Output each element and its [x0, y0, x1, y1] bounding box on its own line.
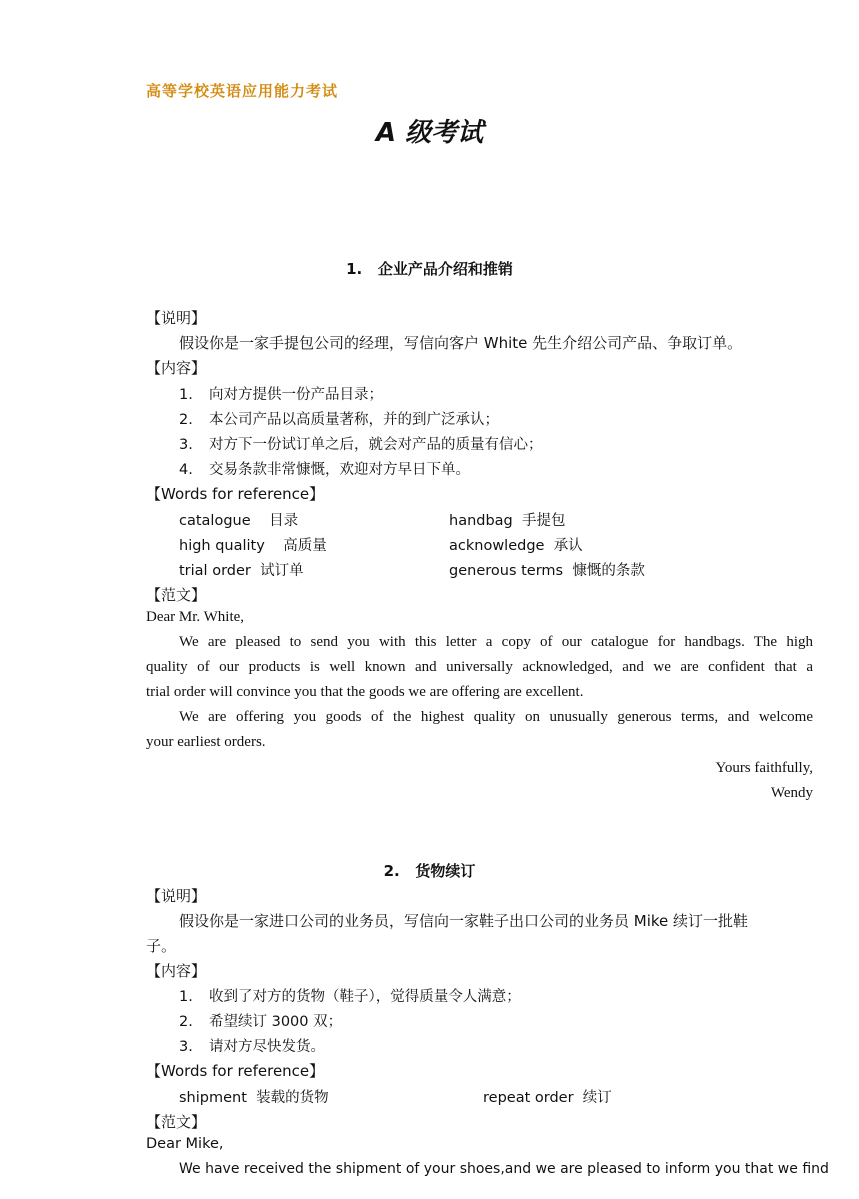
letter-closing: Yours faithfully,	[715, 760, 813, 776]
item-number: 1.	[179, 387, 193, 403]
section2-item-2	[179, 1010, 342, 1031]
section1-heading-text: 企业产品介绍和推销	[377, 260, 513, 278]
section1-item-1	[179, 383, 383, 404]
section1-item-3	[179, 433, 543, 454]
letter-line: We are offering you goods of the highest quality on unusually generous terms, and welcome	[179, 709, 813, 725]
item-text: 收到了对方的货物（鞋子），觉得质量令人满意；	[209, 989, 521, 1005]
word-cn: 试订单	[260, 563, 304, 579]
word-en: catalogue	[179, 513, 251, 529]
word-entry	[179, 509, 298, 530]
word-entry	[179, 559, 304, 580]
letter-line: We are pleased to send you with this letter a copy of our catalogue for handbags. The high	[179, 634, 813, 650]
section1-words-tag: 【Words for reference】	[146, 485, 325, 503]
letter-salutation: Dear Mike,	[146, 1136, 224, 1152]
word-entry	[449, 509, 565, 530]
item-text: 希望续订 3000 双；	[209, 1014, 343, 1030]
word-entry	[483, 1086, 612, 1107]
word-entry	[179, 534, 327, 555]
item-text: 请对方尽快发货。	[209, 1039, 325, 1055]
word-entry	[449, 534, 583, 555]
section1-desc-tag: 【说明】	[146, 309, 207, 327]
word-entry	[179, 1086, 329, 1107]
item-text: 对方下一份试订单之后，就会对产品的质量有信心；	[209, 437, 543, 453]
page-title: A 级考试	[375, 118, 484, 148]
word-entry	[449, 559, 645, 580]
item-text: 本公司产品以高质量著称，并的到广泛承认；	[209, 412, 499, 428]
word-cn: 承认	[553, 538, 583, 554]
word-cn: 目录	[269, 513, 299, 529]
item-number: 3.	[179, 1039, 193, 1055]
section2-desc-line1: 假设你是一家进口公司的业务员，写信向一家鞋子出口公司的业务员 Mike 续订一批鞋	[179, 912, 749, 930]
word-cn: 慷慨的条款	[572, 563, 645, 579]
word-cn: 续订	[582, 1090, 612, 1106]
word-cn: 高质量	[283, 538, 327, 554]
letter-line: quality of our products is well known and universally acknowledged, and we are confident that a	[146, 659, 813, 675]
word-en: repeat order	[483, 1090, 574, 1106]
item-number: 2.	[179, 1014, 193, 1030]
section2-item-3	[179, 1035, 325, 1056]
word-en: generous terms	[449, 563, 564, 579]
item-number: 2.	[179, 412, 193, 428]
letter-line: trial order will convince you that the goods we are offering are excellent.	[146, 684, 584, 700]
exam-header: 高等学校英语应用能力考试	[146, 82, 339, 100]
section2-words-tag: 【Words for reference】	[146, 1062, 325, 1080]
section2-content-tag: 【内容】	[146, 962, 207, 980]
section1-item-4	[179, 458, 470, 479]
section1-desc: 假设你是一家手提包公司的经理，写信向客户 White 先生介绍公司产品、争取订单。	[179, 334, 743, 352]
item-number: 3.	[179, 437, 193, 453]
section2-heading-text: 货物续订	[415, 862, 476, 880]
letter-signature: Wendy	[770, 785, 813, 801]
section2-heading-num: 2.	[383, 862, 400, 880]
letter-line: We have received the shipment of your shoes,and we are pleased to inform you that we find	[179, 1161, 829, 1177]
section1-heading-num: 1.	[346, 260, 363, 278]
word-en: shipment	[179, 1090, 247, 1106]
section1-sample-tag: 【范文】	[146, 586, 207, 604]
section1-content-tag: 【内容】	[146, 359, 207, 377]
section2-desc-line2: 子。	[146, 937, 177, 955]
word-cn: 手提包	[521, 513, 566, 529]
word-en: high quality	[179, 538, 265, 554]
section1-heading	[0, 258, 859, 279]
section2-desc-tag: 【说明】	[146, 887, 207, 905]
word-en: handbag	[449, 513, 513, 529]
section2-sample-tag: 【范文】	[146, 1113, 207, 1131]
letter-line: your earliest orders.	[146, 734, 266, 750]
item-text: 向对方提供一份产品目录；	[209, 387, 383, 403]
word-en: acknowledge	[449, 538, 545, 554]
item-text: 交易条款非常慷慨，欢迎对方早日下单。	[209, 462, 470, 478]
item-number: 1.	[179, 989, 193, 1005]
word-cn: 装载的货物	[256, 1090, 329, 1106]
section2-heading	[0, 860, 859, 881]
section1-item-2	[179, 408, 499, 429]
section2-item-1	[179, 985, 521, 1006]
item-number: 4.	[179, 462, 193, 478]
word-en: trial order	[179, 563, 251, 579]
letter-salutation: Dear Mr. White,	[146, 609, 245, 625]
